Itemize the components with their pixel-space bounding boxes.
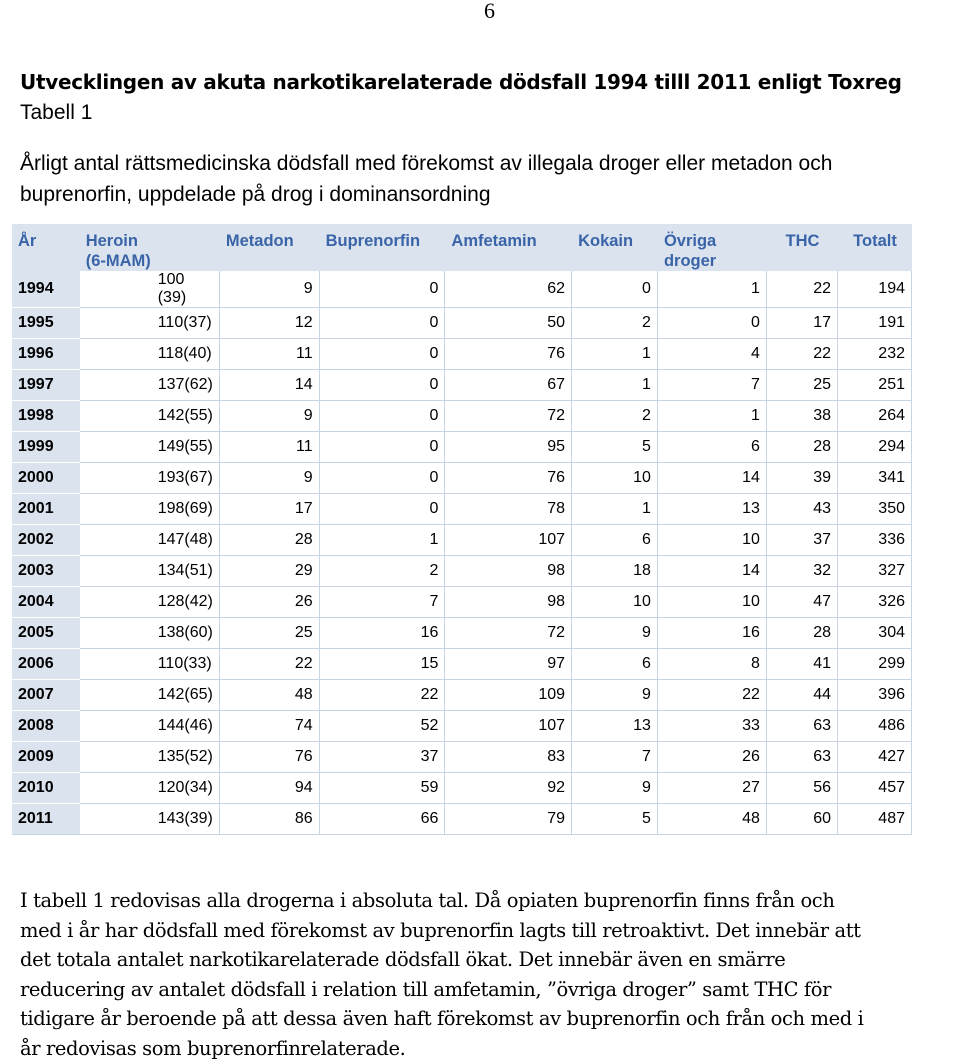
cell-metadon: 26 [220,587,320,618]
cell-metadon: 17 [220,494,320,525]
cell-thc: 17 [767,308,838,339]
header-ovriga-label: Övriga [663,232,717,250]
table-row [12,711,912,742]
cell-buprenorfin: 0 [320,339,446,370]
table-row [12,271,912,308]
cell-thc: 47 [767,587,838,618]
cell-ovriga: 4 [658,339,767,370]
cell-buprenorfin: 0 [320,308,446,339]
cell-thc: 41 [767,649,838,680]
table-row [12,339,912,370]
cell-metadon: 94 [220,773,320,804]
cell-buprenorfin: 22 [320,680,446,711]
cell-kokain: 7 [572,742,658,773]
header-heroin [80,224,220,271]
cell-buprenorfin: 16 [320,618,446,649]
cell-ovriga: 14 [658,463,767,494]
table-row [12,649,912,680]
cell-totalt: 232 [838,339,912,370]
cell-amfetamin: 109 [445,680,572,711]
cell-kokain: 9 [572,773,658,804]
cell-thc: 25 [767,370,838,401]
cell-year: 2001 [12,494,80,525]
cell-heroin: 137(62) [80,370,220,401]
cell-ovriga: 16 [658,618,767,649]
cell-thc: 28 [767,432,838,463]
cell-metadon: 25 [220,618,320,649]
cell-thc: 38 [767,401,838,432]
cell-metadon: 22 [220,649,320,680]
cell-kokain: 2 [572,401,658,432]
cell-heroin: 128(42) [80,587,220,618]
cell-heroin: 100 (39) [80,271,220,308]
body-line: år redovisas som buprenorfinrelaterade. [20,1036,406,1060]
cell-kokain: 10 [572,587,658,618]
cell-buprenorfin: 0 [320,463,446,494]
table-row [12,587,912,618]
cell-totalt: 194 [838,271,912,308]
cell-heroin: 147(48) [80,525,220,556]
cell-metadon: 11 [220,432,320,463]
cell-metadon: 9 [220,463,320,494]
cell-heroin: 149(55) [80,432,220,463]
cell-totalt: 304 [838,618,912,649]
header-totalt: Totalt [838,224,912,271]
cell-heroin: 135(52) [80,742,220,773]
cell-year: 1997 [12,370,80,401]
cell-totalt: 487 [838,804,912,835]
cell-ovriga: 14 [658,556,767,587]
cell-ovriga: 48 [658,804,767,835]
cell-year: 1998 [12,401,80,432]
cell-heroin: 143(39) [80,804,220,835]
body-line: det totala antalet narkotikarelaterade dödsfall ökat. Det innebär även en smärre [20,948,786,971]
table-row [12,463,912,494]
cell-ovriga: 26 [658,742,767,773]
cell-ovriga: 22 [658,680,767,711]
cell-heroin: 118(40) [80,339,220,370]
cell-heroin: 110(37) [80,308,220,339]
header-ovriga-sub: droger [663,252,717,270]
cell-totalt: 486 [838,711,912,742]
cell-kokain: 18 [572,556,658,587]
header-ovriga [658,224,767,271]
cell-buprenorfin: 0 [320,401,446,432]
table-row [12,618,912,649]
body-line: tidigare år beroende på att dessa även haft förekomst av buprenorfin och från och med i [20,1007,864,1030]
cell-totalt: 341 [838,463,912,494]
cell-thc: 39 [767,463,838,494]
cell-buprenorfin: 37 [320,742,446,773]
table-label: Tabell 1 [20,101,93,124]
cell-totalt: 457 [838,773,912,804]
cell-kokain: 0 [572,271,658,308]
cell-metadon: 29 [220,556,320,587]
cell-heroin: 142(65) [80,680,220,711]
cell-kokain: 1 [572,339,658,370]
cell-year: 1994 [12,271,80,308]
cell-thc: 63 [767,711,838,742]
cell-thc: 37 [767,525,838,556]
cell-buprenorfin: 52 [320,711,446,742]
cell-metadon: 9 [220,401,320,432]
cell-buprenorfin: 15 [320,649,446,680]
cell-kokain: 1 [572,370,658,401]
cell-amfetamin: 72 [445,401,572,432]
cell-ovriga: 0 [658,308,767,339]
cell-heroin: 144(46) [80,711,220,742]
cell-year: 2009 [12,742,80,773]
cell-amfetamin: 107 [445,525,572,556]
cell-ovriga: 10 [658,525,767,556]
cell-totalt: 326 [838,587,912,618]
cell-metadon: 86 [220,804,320,835]
table-row [12,742,912,773]
cell-kokain: 9 [572,680,658,711]
cell-amfetamin: 79 [445,804,572,835]
cell-amfetamin: 92 [445,773,572,804]
deaths-table [12,224,912,835]
cell-kokain: 10 [572,463,658,494]
cell-year: 1999 [12,432,80,463]
cell-totalt: 251 [838,370,912,401]
cell-buprenorfin: 0 [320,494,446,525]
cell-buprenorfin: 66 [320,804,446,835]
body-line: I tabell 1 redovisas alla drogerna i absoluta tal. Då opiaten buprenorfin finns från och [20,889,835,912]
cell-metadon: 9 [220,271,320,308]
header-heroin-label: Heroin [85,232,138,250]
cell-thc: 56 [767,773,838,804]
cell-year: 1996 [12,339,80,370]
cell-buprenorfin: 0 [320,370,446,401]
cell-thc: 63 [767,742,838,773]
cell-amfetamin: 98 [445,556,572,587]
header-buprenorfin: Buprenorfin [320,224,446,271]
cell-kokain: 9 [572,618,658,649]
table-row [12,525,912,556]
table-row [12,804,912,835]
cell-metadon: 11 [220,339,320,370]
cell-totalt: 427 [838,742,912,773]
cell-amfetamin: 95 [445,432,572,463]
cell-totalt: 191 [838,308,912,339]
cell-buprenorfin: 0 [320,271,446,308]
cell-amfetamin: 98 [445,587,572,618]
page-heading: Utvecklingen av akuta narkotikarelaterade dödsfall 1994 tilll 2011 enligt Toxreg [20,70,902,94]
cell-year: 2008 [12,711,80,742]
header-metadon: Metadon [220,224,320,271]
cell-kokain: 6 [572,649,658,680]
page-number: 6 [484,0,495,23]
header-amfetamin: Amfetamin [445,224,572,271]
cell-thc: 60 [767,804,838,835]
cell-thc: 43 [767,494,838,525]
cell-totalt: 294 [838,432,912,463]
cell-kokain: 5 [572,804,658,835]
cell-kokain: 2 [572,308,658,339]
cell-amfetamin: 76 [445,339,572,370]
cell-metadon: 48 [220,680,320,711]
cell-metadon: 12 [220,308,320,339]
cell-year: 2003 [12,556,80,587]
cell-year: 2006 [12,649,80,680]
cell-heroin: 138(60) [80,618,220,649]
cell-ovriga: 13 [658,494,767,525]
cell-amfetamin: 76 [445,463,572,494]
cell-thc: 44 [767,680,838,711]
table-row [12,773,912,804]
cell-metadon: 14 [220,370,320,401]
table-row [12,680,912,711]
body-line: med i år har dödsfall med förekomst av buprenorfin lagts till retroaktivt. Det innebär att [20,918,861,942]
cell-heroin: 142(55) [80,401,220,432]
cell-amfetamin: 62 [445,271,572,308]
cell-totalt: 264 [838,401,912,432]
cell-metadon: 74 [220,711,320,742]
cell-kokain: 1 [572,494,658,525]
header-year: År [12,224,80,271]
cell-thc: 28 [767,618,838,649]
cell-thc: 22 [767,339,838,370]
cell-heroin: 198(69) [80,494,220,525]
cell-year: 2010 [12,773,80,804]
cell-heroin: 110(33) [80,649,220,680]
cell-ovriga: 27 [658,773,767,804]
cell-year: 2000 [12,463,80,494]
cell-thc: 22 [767,271,838,308]
cell-totalt: 396 [838,680,912,711]
table-row [12,556,912,587]
cell-ovriga: 33 [658,711,767,742]
cell-kokain: 6 [572,525,658,556]
table-row [12,494,912,525]
header-kokain: Kokain [572,224,658,271]
cell-year: 2011 [12,804,80,835]
cell-buprenorfin: 2 [320,556,446,587]
table-row [12,308,912,339]
cell-buprenorfin: 59 [320,773,446,804]
cell-ovriga: 1 [658,401,767,432]
cell-amfetamin: 83 [445,742,572,773]
cell-ovriga: 10 [658,587,767,618]
cell-totalt: 327 [838,556,912,587]
cell-ovriga: 7 [658,370,767,401]
table-body [12,271,912,835]
header-thc: THC [767,224,838,271]
table-row [12,432,912,463]
cell-totalt: 299 [838,649,912,680]
cell-ovriga: 6 [658,432,767,463]
cell-kokain: 5 [572,432,658,463]
table-row [12,401,912,432]
cell-amfetamin: 107 [445,711,572,742]
cell-heroin: 134(51) [80,556,220,587]
table-row [12,370,912,401]
cell-kokain: 13 [572,711,658,742]
cell-buprenorfin: 0 [320,432,446,463]
cell-year: 2004 [12,587,80,618]
cell-thc: 32 [767,556,838,587]
cell-amfetamin: 78 [445,494,572,525]
cell-year: 2002 [12,525,80,556]
cell-amfetamin: 72 [445,618,572,649]
cell-totalt: 350 [838,494,912,525]
cell-amfetamin: 67 [445,370,572,401]
cell-buprenorfin: 1 [320,525,446,556]
cell-year: 2007 [12,680,80,711]
cell-ovriga: 1 [658,271,767,308]
cell-amfetamin: 97 [445,649,572,680]
cell-heroin: 193(67) [80,463,220,494]
cell-year: 1995 [12,308,80,339]
cell-metadon: 28 [220,525,320,556]
body-line: reducering av antalet dödsfall i relation till amfetamin, ”övriga droger” samt THC för [20,977,831,1001]
body-text [20,886,960,1063]
cell-totalt: 336 [838,525,912,556]
cell-year: 2005 [12,618,80,649]
cell-buprenorfin: 7 [320,587,446,618]
table-header-row [12,224,912,271]
table-caption: Årligt antal rättsmedicinska dödsfall med förekomst av illegala droger eller metadon och buprenorfin, uppdelade på drog i dominansordning [20,152,833,206]
cell-amfetamin: 50 [445,308,572,339]
cell-metadon: 76 [220,742,320,773]
header-heroin-sub: (6-MAM) [85,252,151,270]
cell-ovriga: 8 [658,649,767,680]
cell-heroin: 120(34) [80,773,220,804]
